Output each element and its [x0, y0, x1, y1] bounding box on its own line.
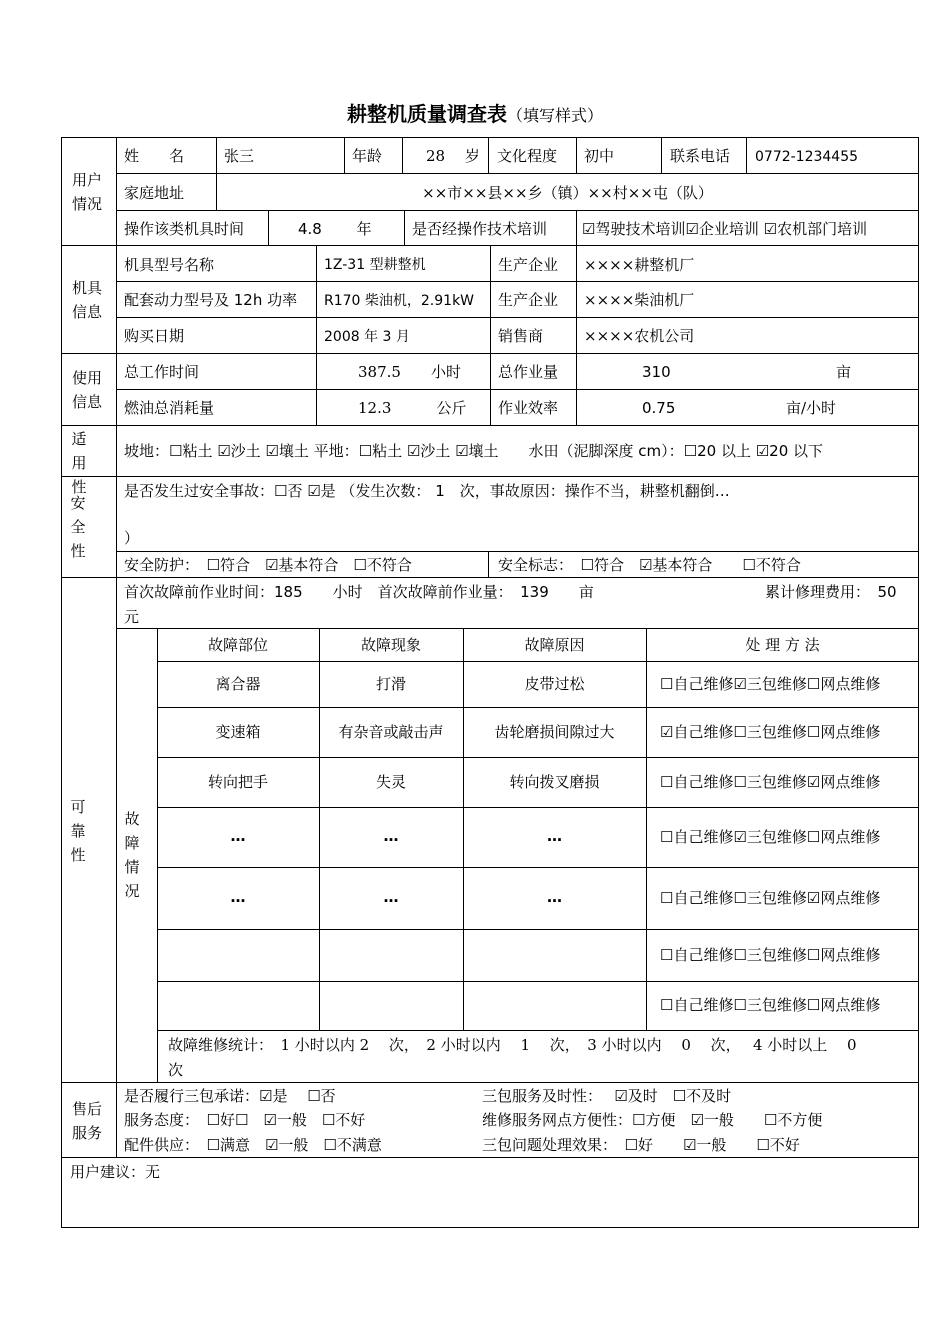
warranty-result: 三包问题处理效果： ☐好 ☑一般 ☐不好 — [482, 1136, 800, 1154]
operation-time-value: 4.8 年 — [298, 220, 372, 238]
training-value: ☑驾驶技术培训☑企业培训 ☑农机部门培训 — [582, 220, 868, 238]
safety-sign: 安全标志： ☐符合 ☑基本符合 ☐不符合 — [498, 556, 801, 574]
address-label: 家庭地址 — [124, 184, 185, 202]
rule — [746, 137, 747, 173]
rule — [116, 317, 919, 318]
safety-protection: 安全防护： ☐符合 ☑基本符合 ☐不符合 — [124, 556, 412, 574]
fault-symptom: 失灵 — [375, 773, 406, 791]
rule — [61, 425, 919, 426]
power-value: R170 柴油机，2.91kW — [324, 293, 475, 309]
repair-cost: 累计修理费用： 50 — [765, 583, 897, 601]
accident-line: 是否发生过安全事故：☐否 ☑是 （发生次数： 1 次，事故原因：操作不当，耕整机翻倒… — [124, 482, 730, 500]
service-attitude: 服务态度： ☐好☐ ☑一般 ☐不好 — [124, 1111, 366, 1129]
rule — [157, 1030, 919, 1031]
title-main: 耕整机质量调查表 — [346, 102, 507, 126]
manufacturer-label: 生产企业 — [498, 256, 559, 274]
total-hours-value: 387.5 小时 — [358, 363, 461, 381]
rule — [576, 210, 577, 245]
fault-symptom: … — [383, 888, 399, 906]
first-fault-line: 首次故障前作业时间：185 小时 首次故障前作业量： 139 亩 — [124, 583, 594, 601]
fault-method: ☐自己维修☑三包维修☐网点维修 — [660, 828, 881, 846]
fault-cause: 转向拨叉磨损 — [509, 773, 600, 791]
fault-stats: 故障维修统计： 1 小时以内 2 次， 2 小时以内 1 次， 3 小时以内 0 次， 4 小时以上 0 — [168, 1036, 857, 1054]
operation-time-label: 操作该类机具时间 — [124, 220, 245, 238]
rule — [216, 137, 217, 173]
model-value: 1Z-31 型耕整机 — [324, 257, 426, 273]
service-convenience: 维修服务网点方便性：☐方便 ☑一般 ☐不方便 — [482, 1111, 823, 1129]
rule — [490, 245, 491, 425]
fault-cause: … — [547, 888, 562, 906]
rule — [157, 628, 158, 1082]
seller-label: 销售商 — [498, 327, 544, 345]
fault-cause: … — [547, 827, 562, 845]
section-applicability: 适用性 — [71, 430, 87, 496]
rule — [116, 628, 919, 629]
section-machine: 机具信息 — [71, 279, 102, 321]
fault-symptom: 有杂音或敲击声 — [338, 723, 444, 741]
rule — [344, 137, 345, 173]
age-value: 28 岁 — [426, 147, 480, 165]
engine-maker-label: 生产企业 — [498, 291, 559, 309]
rule — [402, 137, 403, 173]
rule — [157, 929, 919, 930]
rule — [661, 137, 662, 173]
fault-cause: 皮带过松 — [524, 675, 585, 693]
fault-part: … — [230, 888, 246, 906]
accident-close: ） — [124, 529, 140, 547]
rule — [646, 628, 647, 1030]
rule — [116, 210, 919, 211]
fault-method: ☐自己维修☑三包维修☐网点维修 — [660, 675, 881, 693]
rule — [268, 210, 269, 245]
title-sub: （填写样式） — [506, 106, 603, 125]
rule — [157, 807, 919, 808]
fault-part: 离合器 — [215, 675, 261, 693]
rule — [116, 137, 117, 1157]
fault-part: 转向把手 — [207, 773, 268, 791]
manufacturer-value: ××××耕整机厂 — [584, 256, 695, 274]
section-aftersales: 售后服务 — [71, 1100, 102, 1142]
rule — [404, 210, 405, 245]
form-title — [0, 98, 950, 127]
warranty-promise: 是否履行三包承诺：☑是 ☐否 — [124, 1087, 336, 1105]
rule — [61, 1157, 919, 1158]
address-value: ××市××县××乡（镇）××村××屯（队） — [422, 184, 713, 202]
total-hours-label: 总工作时间 — [124, 363, 200, 381]
rule — [61, 1082, 919, 1083]
section-user: 用户情况 — [71, 171, 102, 213]
name-label: 姓 名 — [124, 147, 185, 165]
rule — [157, 707, 919, 708]
rule — [116, 281, 919, 282]
rule — [488, 551, 489, 577]
phone-label: 联系电话 — [670, 147, 731, 165]
rule — [116, 551, 919, 552]
fault-method: ☐自己维修☐三包维修☑网点维修 — [660, 773, 881, 791]
fault-method: ☑自己维修☐三包维修☐网点维修 — [660, 723, 881, 741]
seller-value: ××××农机公司 — [584, 327, 695, 345]
total-area-value: 310 — [642, 363, 671, 381]
fault-method: ☐自己维修☐三包维修☑网点维修 — [660, 889, 881, 907]
efficiency-label: 作业效率 — [498, 399, 559, 417]
rule — [488, 137, 489, 173]
section-fault: 故障情况 — [124, 810, 140, 900]
efficiency-unit: 亩/小时 — [786, 399, 837, 417]
education-value: 初中 — [584, 147, 615, 165]
rule — [157, 661, 919, 662]
fault-symptom: … — [383, 827, 399, 845]
repair-cost-unit: 元 — [124, 608, 140, 626]
col-fault-symptom: 故障现象 — [360, 636, 421, 654]
fault-part: … — [230, 827, 246, 845]
fault-symptom: 打滑 — [375, 675, 406, 693]
phone-value: 0772-1234455 — [755, 149, 859, 165]
col-fault-cause: 故障原因 — [524, 636, 585, 654]
fault-cause: 齿轮磨损间隙过大 — [494, 723, 615, 741]
engine-maker-value: ××××柴油机厂 — [584, 291, 695, 309]
rule — [157, 981, 919, 982]
fault-stats-unit: 次 — [168, 1061, 184, 1079]
rule — [61, 577, 919, 578]
total-area-unit: 亩 — [836, 363, 852, 381]
education-label: 文化程度 — [497, 147, 558, 165]
applicability-line: 坡地：☐粘土 ☑沙土 ☑壤土 平地：☐粘土 ☑沙土 ☑壤土 水田（泥脚深度 cm）：☐20 以上 ☑20 以下 — [124, 442, 824, 460]
efficiency-value: 0.75 — [642, 399, 676, 417]
rule — [576, 245, 577, 425]
age-label: 年龄 — [352, 147, 383, 165]
fuel-label: 燃油总消耗量 — [124, 399, 215, 417]
warranty-timeliness: 三包服务及时性： ☑及时 ☐不及时 — [482, 1087, 732, 1105]
fault-method: ☐自己维修☐三包维修☐网点维修 — [660, 946, 881, 964]
rule — [157, 867, 919, 868]
purchase-date-label: 购买日期 — [124, 327, 185, 345]
model-label: 机具型号名称 — [124, 256, 215, 274]
fuel-value: 12.3 公斤 — [358, 399, 467, 417]
rule — [157, 757, 919, 758]
fault-part: 变速箱 — [215, 723, 261, 741]
purchase-date-value: 2008 年 3 月 — [324, 329, 410, 345]
name-value: 张三 — [224, 147, 255, 165]
rule — [576, 137, 577, 173]
rule — [116, 173, 919, 174]
training-label: 是否经操作技术培训 — [412, 220, 548, 238]
col-fault-part: 故障部位 — [207, 636, 268, 654]
col-handling-method: 处 理 方 法 — [745, 636, 820, 654]
fault-method: ☐自己维修☐三包维修☐网点维修 — [660, 996, 881, 1014]
power-label: 配套动力型号及 12h 功率 — [124, 291, 298, 309]
rule — [61, 476, 919, 477]
section-safety: 安全性 — [70, 494, 86, 560]
section-usage: 使用信息 — [71, 369, 102, 411]
rule — [116, 389, 919, 390]
rule — [316, 245, 317, 425]
total-area-label: 总作业量 — [498, 363, 559, 381]
section-reliability: 可靠性 — [70, 798, 86, 864]
user-suggestion: 用户建议：无 — [70, 1163, 161, 1181]
parts-supply: 配件供应： ☐满意 ☑一般 ☐不满意 — [124, 1136, 382, 1154]
